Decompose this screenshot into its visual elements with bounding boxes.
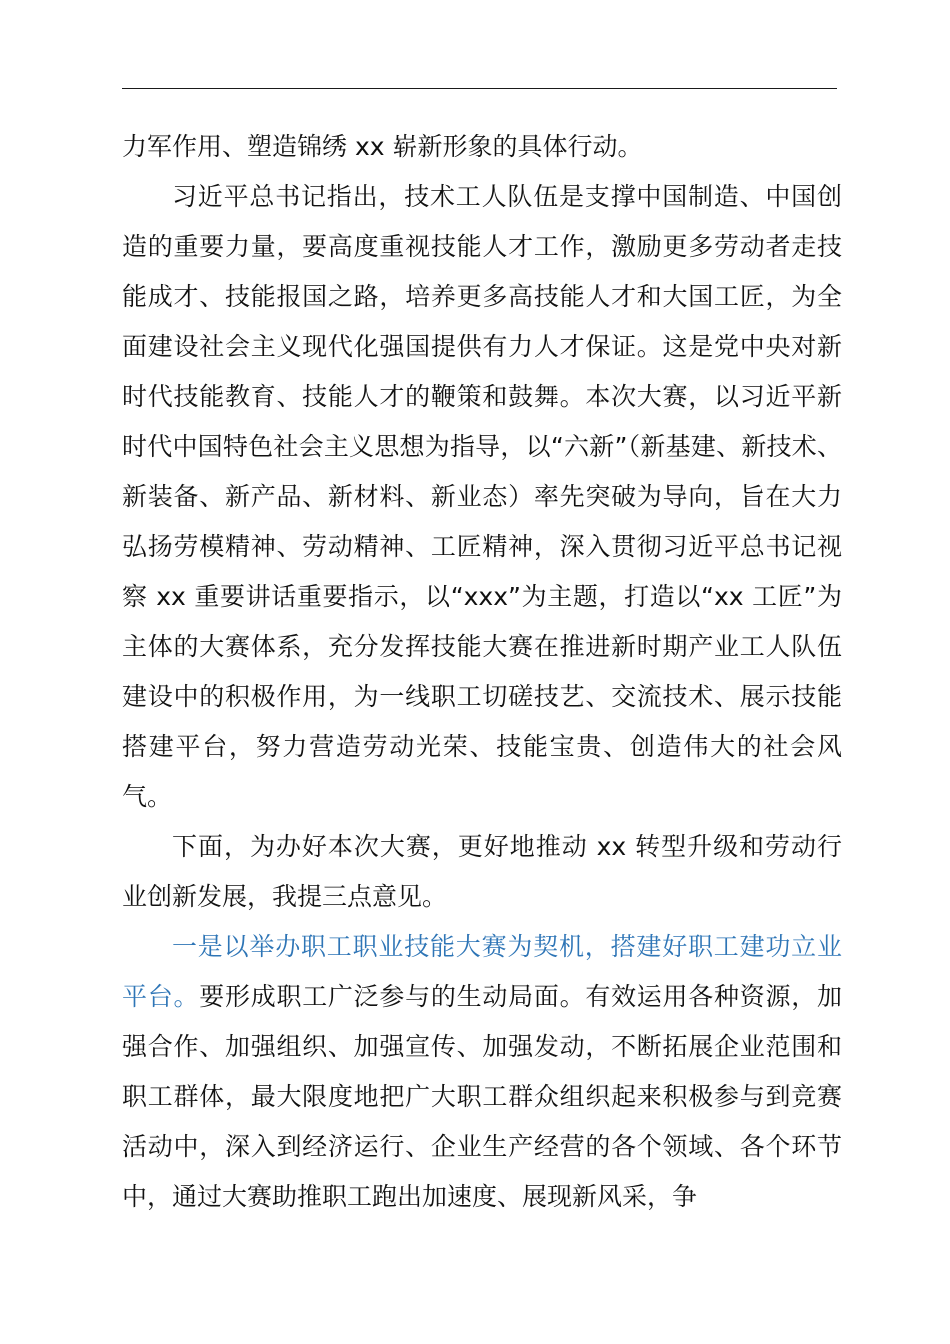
document-body — [122, 122, 842, 1222]
paragraph-three-opinions — [122, 822, 842, 922]
point-one-heading: 一是以举办职工职业技能大赛为契机，搭建好职工建功立业平台。 — [122, 932, 842, 1011]
paragraph-point-one — [122, 922, 842, 1222]
paragraph-xi-remarks — [122, 172, 842, 822]
paragraph-text: 要形成职工广泛参与的生动局面。有效运用各种资源，加强合作、加强组织、加强宣传、加强发动，不断拓展企业范围和职工群体，最大限度地把广大职工群众组织起来积极参与到竞赛活动中，深入到经济运行、企业生产经营的各个领域、各个环节中，通过大赛助推职工跑出加速度、展现新风采，争 — [122, 982, 842, 1211]
paragraph-text: 力军作用、塑造锦绣 xx 崭新形象的具体行动。 — [122, 132, 643, 161]
paragraph-text: 下面，为办好本次大赛，更好地推动 xx 转型升级和劳动行业创新发展，我提三点意见。 — [122, 832, 842, 911]
paragraph-continuation — [122, 122, 842, 172]
header-rule — [122, 88, 837, 89]
paragraph-text: 习近平总书记指出，技术工人队伍是支撑中国制造、中国创造的重要力量，要高度重视技能人才工作，激励更多劳动者走技能成才、技能报国之路，培养更多高技能人才和大国工匠，为全面建设社会主义现代化强国提供有力人才保证。这是党中央对新时代技能教育、技能人才的鞭策和鼓舞。本次大赛，以习近平新时代中国特色社会主义思想为指导，以“六新”（新基建、新技术、新装备、新产品、新材料、新业态）率先突破为导向，旨在大力弘扬劳模精神、劳动精神、工匠精神，深入贯彻习近平总书记视察 xx 重要讲话重要指示，以“xxx”为主题，打造以“xx 工匠”为主体的大赛体系，充分发挥技能大赛在推进新时期产业工人队伍建设中的积极作用，为一线职工切磋技艺、交流技术、展示技能搭建平台，努力营造劳动光荣、技能宝贵、创造伟大的社会风气。 — [122, 182, 842, 811]
